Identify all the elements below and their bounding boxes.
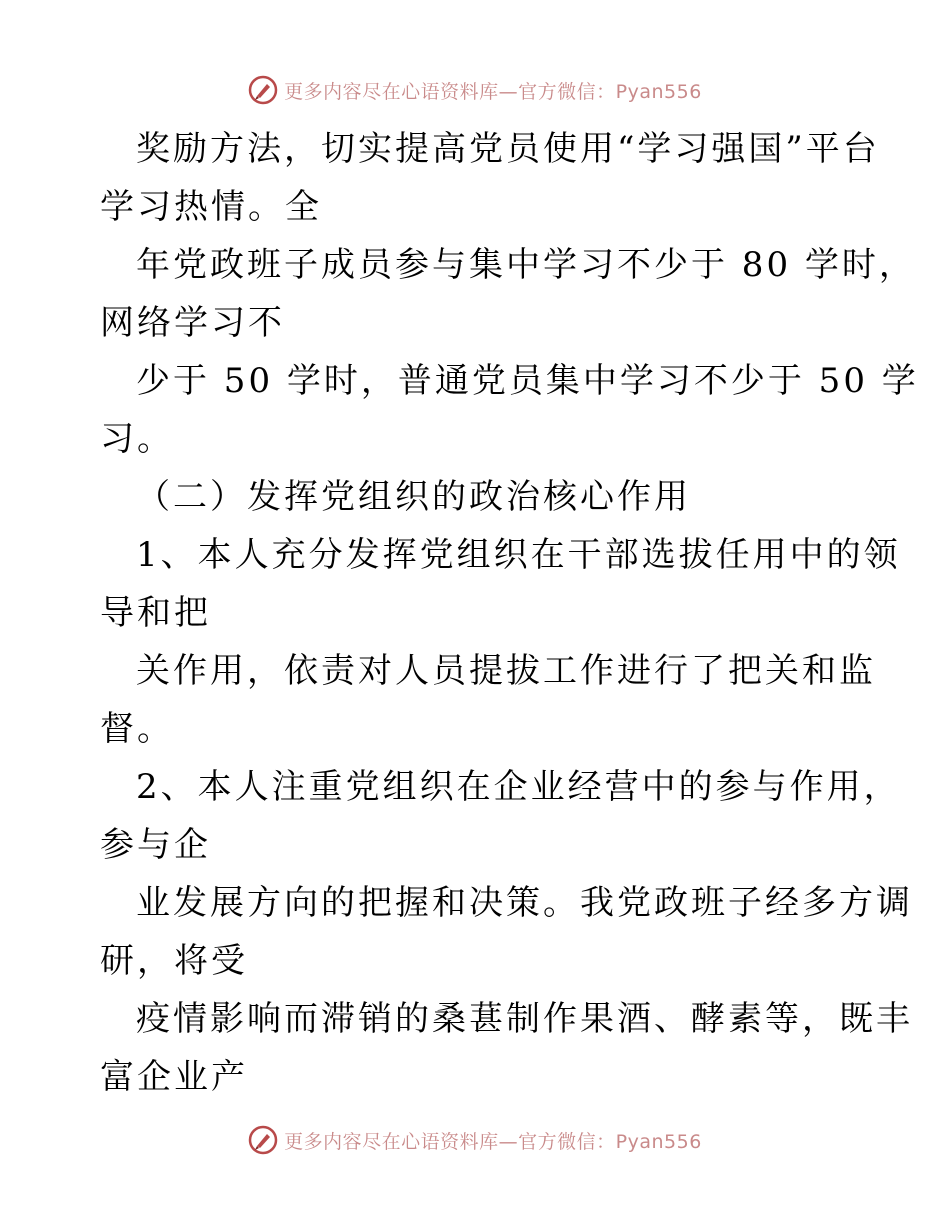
text-line: 学习热情。全	[100, 187, 322, 227]
section-heading: （二）发挥党组织的政治核心作用	[136, 477, 691, 517]
footer-watermark-text: 更多内容尽在心语资料库—官方微信：Pyan556	[284, 1130, 702, 1153]
text-line: 富企业产	[100, 1057, 248, 1097]
header-watermark-text: 更多内容尽在心语资料库—官方微信：Pyan556	[284, 80, 702, 103]
footer-watermark	[0, 1120, 950, 1160]
text-line: 网络学习不	[100, 303, 285, 343]
text-line: 业发展方向的把握和决策。我党政班子经多方调	[136, 883, 913, 923]
text-line: 习。	[100, 419, 174, 459]
text-line: 2、本人注重党组织在企业经营中的参与作用，	[136, 767, 901, 807]
text-line: 少于 50 学时，普通党员集中学习不少于 50 学	[136, 361, 919, 401]
header-watermark	[0, 70, 950, 110]
text-line: 1、本人充分发挥党组织在干部选拔任用中的领	[136, 535, 901, 575]
text-line: 关作用，依责对人员提拔工作进行了把关和监	[136, 651, 876, 691]
text-line: 参与企	[100, 825, 211, 865]
text-line: 研，将受	[100, 941, 248, 981]
pen-logo-icon	[248, 1125, 278, 1155]
text-line: 导和把	[100, 593, 211, 633]
text-line: 奖励方法，切实提高党员使用“学习强国”平台	[136, 129, 880, 169]
text-line: 督。	[100, 709, 174, 749]
text-line: 疫情影响而滞销的桑葚制作果酒、酵素等，既丰	[136, 999, 913, 1039]
pen-logo-icon	[248, 75, 278, 105]
text-line: 年党政班子成员参与集中学习不少于 80 学时，	[136, 245, 916, 285]
